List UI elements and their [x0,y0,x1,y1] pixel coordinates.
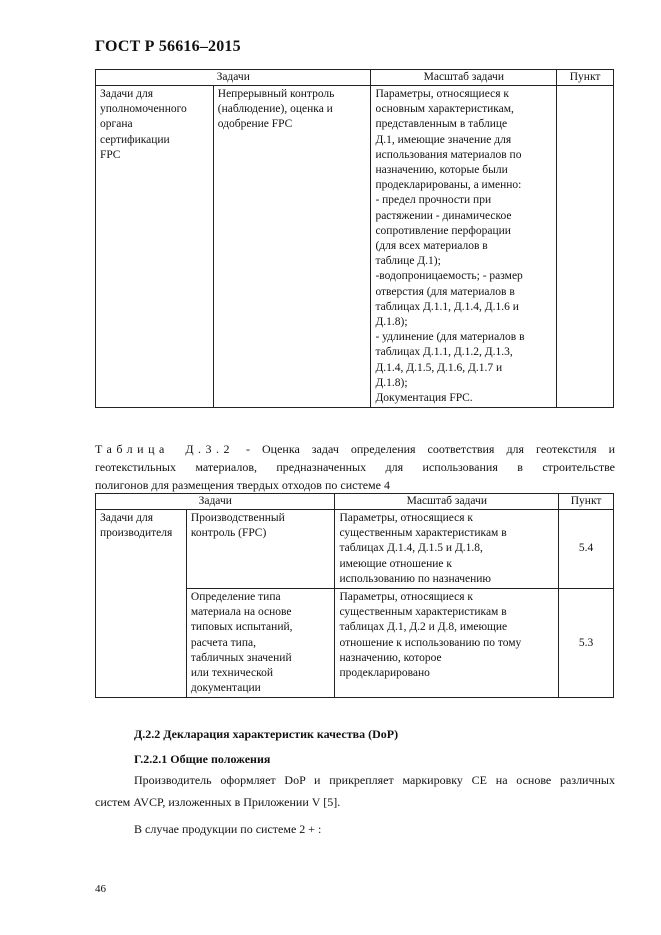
cell-text: таблицах Д.1, Д.2 и Д.8, имеющие [339,621,508,634]
caption-line [95,440,615,458]
cell-text: (для всех материалов в [375,240,488,253]
header-clause: Пункт [557,70,614,86]
cell-text: Д.1.8); [375,316,408,329]
cell-text: Документация FPC. [375,392,473,405]
cell-text: органа [100,118,133,131]
clause-cell: 5.4 [559,510,614,589]
cell-text: продекларированы, а именно: [375,179,522,192]
header-clause: Пункт [559,494,614,510]
cell-text: Производственный [190,512,285,524]
table-row [96,510,614,589]
assessment-table-1 [95,69,614,408]
cell-text: типовых испытаний, [190,621,293,634]
table-header-row [96,70,614,86]
cell-text: - удлинение (для материалов в [375,331,525,344]
section-heading: Д.2.2 Декларация характеристик качества (DoP) [134,727,399,741]
cell-text: таблицах Д.1.4, Д.1.5 и Д.1.8, [339,542,483,555]
scope-cell [371,86,557,408]
cell-text: уполномоченного [100,103,187,116]
header-scope: Масштаб задачи [335,494,559,510]
cell-text: одобрение FPC [217,118,293,131]
assessment-table-2 [95,493,614,698]
paragraph-line: Производитель оформляет DoP и прикрепляет маркировку СЕ на основе различных [134,773,615,787]
header-tasks: Задачи [96,494,335,510]
scope-cell [335,510,559,589]
cell-text: продекларировано [339,667,430,680]
cell-text: основным характеристикам, [375,103,514,116]
cell-text: -водопроницаемость; - размер [375,270,523,283]
cell-text: - предел прочности при [375,194,492,207]
cell-text: сертификации [100,133,170,146]
cell-text: таблицах Д.1.1, Д.1.2, Д.1.3, [375,346,513,359]
cell-text: материала на основе [190,606,292,619]
cell-text: Д.1.4, Д.1.5, Д.1.6, Д.1.7 и [375,361,503,374]
cell-text: Определение типа [190,591,281,604]
description-cell [186,589,335,698]
cell-text: или технической [190,667,274,680]
cell-text: Параметры, относящиеся к [375,88,509,100]
description-cell [186,510,335,589]
cell-text: Параметры, относящиеся к [339,591,473,604]
document-title: ГОСТ Р 56616–2015 [95,38,241,55]
caption-text: - Оценка задач определения соответствия для геотекстиля и [234,442,616,456]
cell-text: табличных значений [190,651,292,664]
cell-text: назначению, которое [339,651,442,664]
table-caption [95,440,615,494]
cell-text: Д.1.8); [375,376,408,389]
cell-text: существенным характеристикам в [339,606,507,619]
caption-line: геотекстильных материалов, предназначенных для использования в строительстве [95,460,615,474]
table-row [96,86,614,408]
cell-text: имеющие отношение к [339,557,452,570]
cell-text: таблице Д.1); [375,255,441,268]
cell-text: представленным в таблице [375,118,508,131]
caption-line: полигонов для размещения твердых отходов по системе 4 [95,478,390,492]
header-scope: Масштаб задачи [371,70,557,86]
clause-cell: 5.3 [559,589,614,698]
cell-text: Непрерывный контроль [217,88,335,100]
cell-text: отверстия (для материалов в [375,285,515,298]
cell-text: существенным характеристикам в [339,527,507,540]
cell-text: таблицах Д.1.1, Д.1.4, Д.1.6 и [375,300,519,313]
task-cell [96,510,187,698]
cell-text: использованию по назначению [339,572,492,585]
cell-text: сопротивление перфорации [375,224,511,237]
cell-text: отношение к использованию по тому [339,636,522,649]
caption-label: Таблица Д.3.2 [95,442,235,456]
cell-text: назначению, которые были [375,164,508,177]
cell-text: Параметры, относящиеся к [339,512,473,524]
cell-text: производителя [100,527,173,540]
scope-cell [335,589,559,698]
cell-text: Задачи для [100,88,154,100]
table-header-row [96,494,614,510]
cell-text: (наблюдение), оценка и [217,103,333,116]
cell-text: FPC [100,148,121,161]
task-cell [96,86,214,408]
paragraph-line: систем AVCP, изложенных в Приложении V [5]. [95,795,341,809]
cell-text: Д.1, имеющие значение для [375,133,512,146]
cell-text: Задачи для [100,512,154,524]
subsection-heading: Г.2.2.1 Общие положения [134,752,271,766]
cell-text: документации [190,682,261,695]
cell-text: растяжении - динамическое [375,209,512,222]
header-tasks: Задачи [96,70,371,86]
paragraph [95,769,615,813]
cell-text: использования материалов по [375,148,522,161]
page-number: 46 [95,883,106,895]
cell-text: контроль (FPC) [190,527,267,540]
clause-cell [557,86,614,408]
paragraph: В случае продукции по системе 2 + : [134,822,322,836]
description-cell [213,86,371,408]
cell-text: расчета типа, [190,636,256,649]
